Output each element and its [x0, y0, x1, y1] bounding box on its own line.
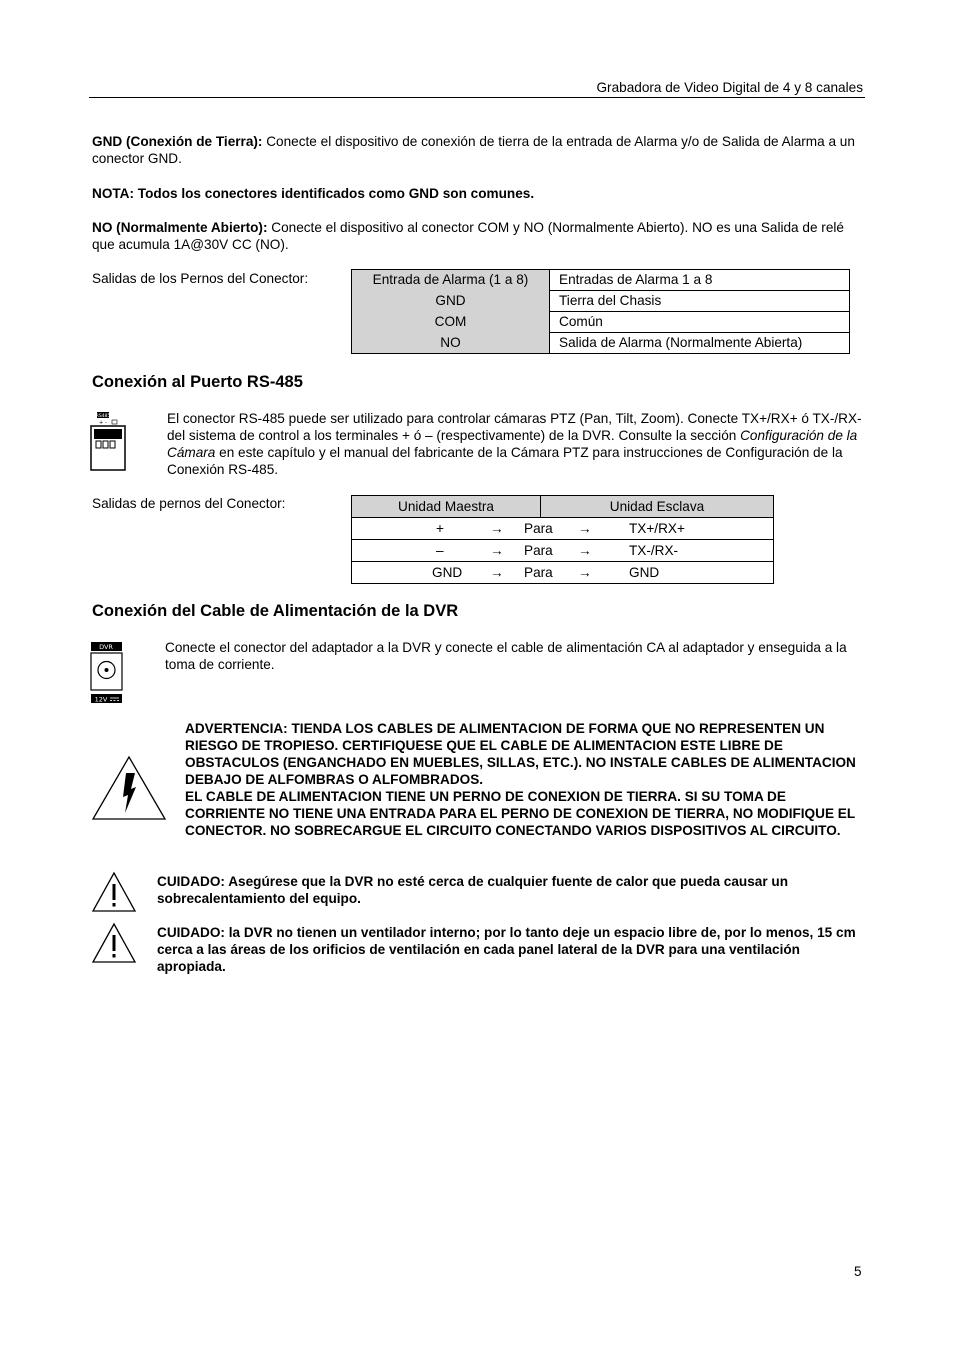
para-text: Para: [524, 543, 553, 558]
table-row: [352, 562, 774, 584]
arrow-glyph: →: [578, 521, 592, 536]
dvr-icon-label: DVR: [99, 643, 113, 652]
cuidado-1-paragraph: CUIDADO: Asegúrese que la DVR no esté cerca de cualquier fuente de calor que pueda causar un sobrecalentamiento del equipo.: [157, 874, 789, 906]
table-cell: Entradas de Alarma 1 a 8: [550, 270, 850, 291]
caution-icon: [91, 922, 137, 964]
arrow-glyph: →: [490, 521, 504, 536]
table-cell: Entrada de Alarma (1 a 8): [352, 270, 550, 291]
table-row: [352, 312, 850, 333]
table-cell: [352, 540, 774, 562]
para-text: Para: [524, 521, 553, 536]
rs485-text-a: El conector RS-485 puede ser utilizado para controlar cámaras PTZ (Pan, Tilt, Zoom). Conecte TX+/RX+ ó TX-/RX- del sistema de control a los terminales + ó – (respectivamente) de la DVR. Consulte la sección: [167, 411, 862, 443]
gnd-paragraph: [92, 133, 864, 167]
table-cell: Común: [550, 312, 850, 333]
alarm-connector-table: [351, 269, 850, 354]
table-cell: [352, 562, 774, 584]
table-cell: [352, 518, 774, 540]
arrow-glyph: →: [578, 565, 592, 580]
rs485-connector-icon: [90, 411, 128, 471]
slave-pin: TX+/RX+: [629, 521, 685, 536]
nota-paragraph: NOTA: Todos los conectores identificados como GND son comunes.: [92, 186, 535, 201]
electric-shock-warning-icon: [91, 755, 167, 821]
rs485-paragraph: [167, 410, 864, 478]
rs485-heading: Conexión al Puerto RS-485: [92, 373, 303, 391]
table-row: [352, 540, 774, 562]
para-text: Para: [524, 565, 553, 580]
arrow-glyph: →: [490, 565, 504, 580]
caution-icon: [91, 871, 137, 913]
gnd-text: Conecte el dispositivo de conexión de tierra de la entrada de Alarma y/o de Salida de Alarma a un conector GND.: [92, 134, 855, 166]
12v-icon-label: 12V: [94, 695, 108, 704]
table-cell: Salida de Alarma (Normalmente Abierta): [550, 333, 850, 354]
arrow-glyph: →: [490, 543, 504, 558]
gnd-label: GND (Conexión de Tierra):: [92, 134, 263, 149]
svg-text:+: +: [99, 420, 104, 426]
master-pin: +: [436, 521, 444, 536]
no-label: NO (Normalmente Abierto):: [92, 220, 268, 235]
power-heading: Conexión del Cable de Alimentación de la DVR: [92, 602, 459, 620]
table-row: [352, 270, 850, 291]
table-header-row: [352, 496, 774, 518]
running-header: Grabadora de Video Digital de 4 y 8 canales: [596, 80, 863, 95]
arrow-glyph: →: [578, 543, 592, 558]
power-connector-icon: [90, 641, 124, 705]
table-row: [352, 333, 850, 354]
slave-pin: TX-/RX-: [629, 543, 679, 558]
rs485-table: [351, 495, 774, 584]
cuidado-2-paragraph: CUIDADO: la DVR no tienen un ventilador interno; por lo tanto deje un espacio libre de, por lo menos, 15 cm cerca a las áreas de los orificios de ventilación en cada panel lateral de la DVR para una ventilación apropiada.: [157, 925, 856, 974]
table-row: [352, 518, 774, 540]
pin-out-label-1: Salidas de los Pernos del Conector:: [92, 271, 309, 286]
svg-text:-: -: [105, 420, 107, 426]
header-rule: [89, 97, 865, 98]
table-header-cell: Unidad Maestra: [352, 496, 541, 518]
page-number: 5: [854, 1264, 862, 1279]
table-cell: Tierra del Chasis: [550, 291, 850, 312]
table-cell: GND: [352, 291, 550, 312]
table-cell: COM: [352, 312, 550, 333]
pin-out-label-2: Salidas de pernos del Conector:: [92, 496, 286, 511]
master-pin: –: [436, 543, 444, 558]
table-row: [352, 291, 850, 312]
advertencia-paragraph-2: EL CABLE DE ALIMENTACION TIENE UN PERNO DE CONEXION DE TIERRA. SI SU TOMA DE CORRIENTE NO TIENE UNA ENTRADA PARA EL PERNO DE CONEXION DE TIERRA, NO MODIFIQUE EL CONECTOR. NO SOBRECARGUE EL CIRCUITO CONECTANDO VARIOS DISPOSITIVOS AL CIRCUITO.: [185, 789, 855, 838]
rs485-text-italic: Configuración de la Cámara: [167, 428, 858, 460]
slave-pin: GND: [629, 565, 660, 580]
rs485-icon-label: RS485: [95, 414, 111, 419]
advertencia-paragraph: ADVERTENCIA: TIENDA LOS CABLES DE ALIMENTACION DE FORMA QUE NO REPRESENTEN UN RIESGO DE TROPIESO. CERTIFIQUESE QUE EL CABLE DE ALIMENTACION ESTE LIBRE DE OBSTACULOS (ENGANCHADO EN MUEBLES, SILLAS, ETC.). NO INSTALE CABLES DE ALIMENTACION DEBAJO DE ALFOMBRAS O ALFOMBRADOS.: [185, 721, 856, 787]
rs485-text-b: en este capítulo y el manual del fabricante de la Cámara PTZ para instrucciones de Configuración de la Conexión RS-485.: [167, 445, 843, 477]
power-paragraph: Conecte el conector del adaptador a la DVR y conecte el cable de alimentación CA al adaptador y enseguida a la toma de corriente.: [165, 640, 847, 672]
table-cell: NO: [352, 333, 550, 354]
no-paragraph: [92, 219, 864, 253]
no-text: Conecte el dispositivo al conector COM y NO (Normalmente Abierto). NO es una Salida de relé que acumula 1A@30V CC (NO).: [92, 220, 844, 252]
table-header-cell: Unidad Esclava: [541, 496, 774, 518]
master-pin: GND: [432, 565, 463, 580]
